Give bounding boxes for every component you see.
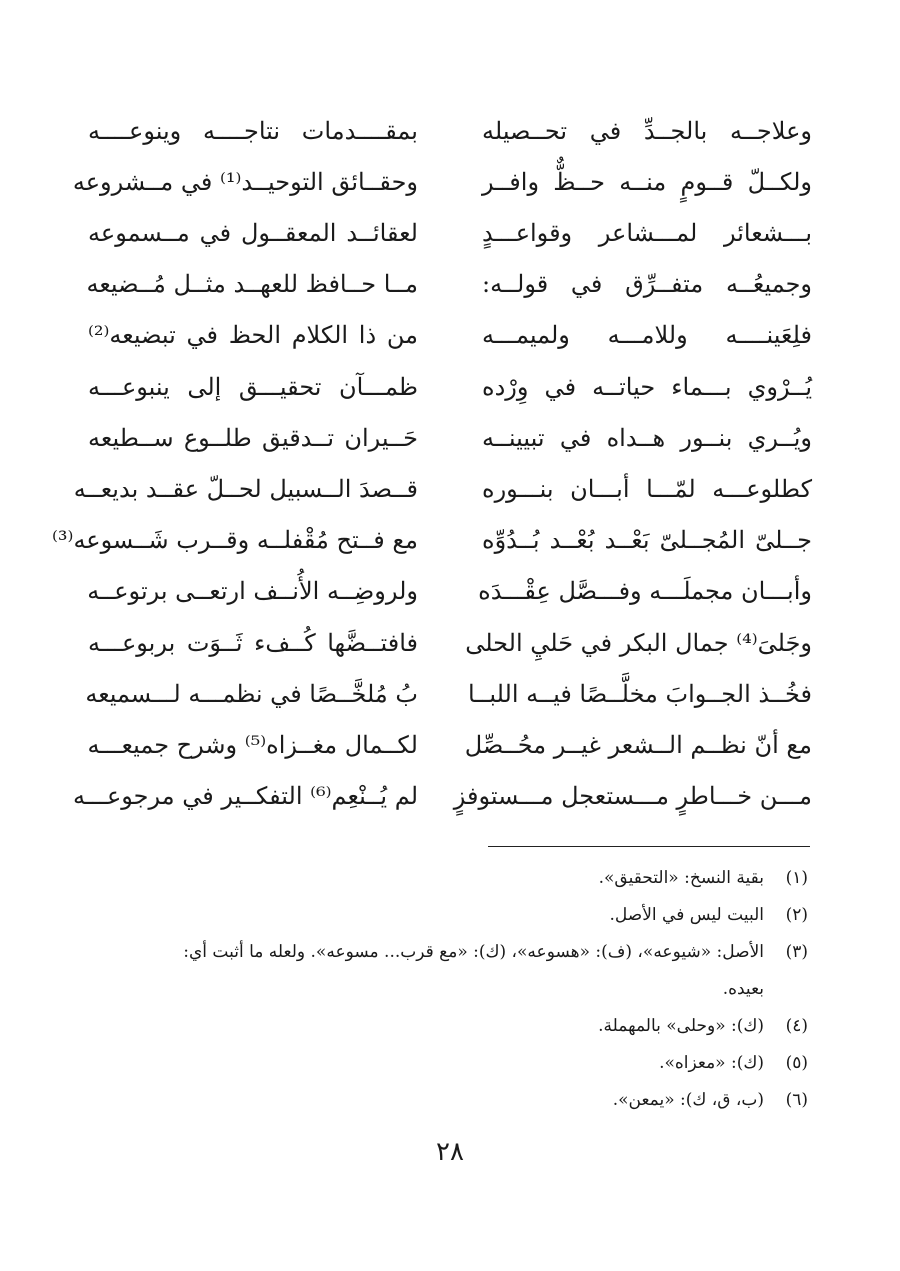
footnote-text: (ك): «وحلى» بالمهملة. (598, 1016, 764, 1036)
second-hemistich: مع فــتح مُقْفلــه وقــرب شَــسوعه⁽³⁾ (52, 526, 418, 554)
verse-line (88, 718, 812, 772)
footnote (86, 860, 808, 897)
first-hemistich: ويُــري بنــور هــداه في تبيينــه (482, 424, 812, 452)
second-hemistich: بمقــــدمات نتاجــــه وينوعــــه (88, 117, 418, 145)
verse-line (88, 616, 812, 670)
footnote (86, 1008, 808, 1045)
first-hemistich: وعلاجــه بالجــدِّ في تحــصيله (482, 117, 812, 145)
first-hemistich: فلِعَينــــه وللامـــه ولميمـــه (482, 321, 812, 349)
second-hemistich: ولروضِــه الأُنــف ارتعــى برتوعــه (87, 577, 418, 605)
verse-line (88, 104, 812, 158)
first-hemistich: مع أنّ نظــم الــشعر غيــر محُــصِّل (464, 731, 812, 759)
poem (52, 104, 812, 824)
first-hemistich: جــلىّ المُجــلىّ بَعْــد بُعْــد بُــدُوِّه (482, 526, 812, 554)
verse-line (72, 769, 812, 823)
first-hemistich: وأبـــان مجملَـــه وفـــصَّل عِقْـــدَه (478, 577, 812, 605)
footnote-text: الأصل: «شيوعه»، (ف): «هسوعه»، (ك): «مع قرب... مسوعه». ولعله ما أثبت أي: (183, 942, 764, 962)
second-hemistich: مــا حــافظ للعهــد مثــل مُــضيعه (86, 270, 418, 298)
first-hemistich: كطلوعـــه لمّـــا أبـــان بنـــوره (482, 475, 812, 503)
verse-line (88, 308, 812, 362)
footnote-number: (٣) (785, 942, 808, 962)
footnote (86, 1082, 808, 1119)
footnote (86, 1045, 808, 1082)
page-number: ٢٨ (436, 1137, 464, 1167)
footnote-text: (ك): «معزاه». (659, 1053, 764, 1073)
second-hemistich: وحقــائق التوحيــد⁽¹⁾ في مــشروعه (72, 168, 418, 196)
footnote-number: (٢) (785, 905, 808, 925)
footnote (86, 934, 808, 971)
first-hemistich: فخُــذ الجــوابَ مخلَّــصًا فيــه اللبــا (467, 680, 812, 708)
second-hemistich: لعقائــد المعقــول في مــسموعه (88, 219, 418, 247)
verse-line (88, 564, 812, 618)
second-hemistich: حَــيران تــدقيق طلــوع ســطيعه (88, 424, 418, 452)
second-hemistich: من ذا الكلام الحظ في تبضيعه⁽²⁾ (88, 321, 418, 349)
verse-line (88, 206, 812, 260)
verse-line (52, 513, 812, 567)
first-hemistich: وجَلىَ⁽⁴⁾ جمال البكر في حَليِ الحلى (465, 629, 812, 657)
second-hemistich: ظمـــآن تحقيـــق إلى ينبوعـــه (88, 373, 418, 401)
footnote-number: (٤) (785, 1016, 808, 1036)
second-hemistich: قــصدَ الــسبيل لحــلّ عقــد بديعــه (73, 475, 418, 503)
footnote-number: (٥) (785, 1053, 808, 1073)
footnote-text: بقية النسخ: «التحقيق». (598, 868, 764, 888)
footnote (86, 897, 808, 934)
footnote-continuation: بعيده. (722, 979, 764, 999)
first-hemistich: مـــن خـــاطرٍ مـــستعجل مـــستوفزٍ (453, 782, 812, 810)
second-hemistich: فافتــضَّها كُــفء ثَــوَت بربوعـــه (88, 629, 418, 657)
first-hemistich: وجميعُــه متفــرِّق في قولــه: (482, 270, 812, 298)
footnote-number: (١) (785, 868, 808, 888)
verse-line (85, 667, 812, 721)
second-hemistich: بُ مُلخَّــصًا في نظمـــه لـــسميعه (85, 680, 418, 708)
second-hemistich: لم يُــنْعِم⁽⁶⁾ التفكــير في مرجوعـــه (72, 782, 418, 810)
verse-line (73, 462, 812, 516)
footnote-number: (٦) (785, 1090, 808, 1110)
footnote-separator (488, 846, 810, 847)
first-hemistich: يُــرْوي بـــماء حياتــه في وِرْده (482, 373, 812, 401)
footnotes (86, 860, 808, 1119)
footnote-text: البيت ليس في الأصل. (609, 905, 764, 925)
first-hemistich: بـــشعائر لمـــشاعر وقواعـــدٍ (482, 219, 812, 247)
verse-line (72, 155, 812, 209)
verse-line (88, 257, 812, 311)
footnote-text: (ب، ق، ك): «يمعن». (612, 1090, 764, 1110)
second-hemistich: لكــمال مغــزاه⁽⁵⁾ وشرح جميعـــه (87, 731, 418, 759)
verse-line (88, 411, 812, 465)
first-hemistich: ولكــلّ قــومٍ منــه حــظٌّ وافــر (482, 168, 812, 196)
verse-line (88, 360, 812, 414)
